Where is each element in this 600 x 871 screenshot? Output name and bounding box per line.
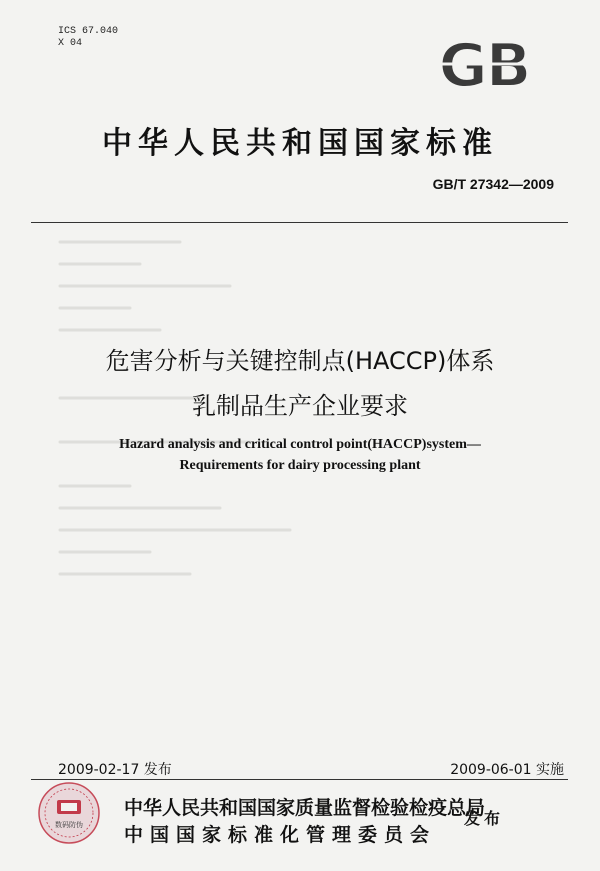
issued-label: 发布 <box>464 809 505 828</box>
english-title-line-2: Requirements for dairy processing plant <box>179 458 421 473</box>
standard-category-title: 中华人民共和国国家标准 <box>102 126 498 161</box>
show-through-artifact <box>40 232 560 612</box>
ics-code: ICS 67.040 <box>58 26 119 37</box>
gb-logo-text: GB <box>438 34 530 94</box>
gb-logo-icon <box>425 34 543 94</box>
chinese-title-line-1: 危害分析与关键控制点(HACCP)体系 <box>105 347 495 375</box>
english-title-line-1: Hazard analysis and critical control point(HACCP)system— <box>119 437 481 452</box>
class-code: X 04 <box>58 38 83 49</box>
chinese-title-line-2: 乳制品生产企业要求 <box>192 392 408 420</box>
standard-number: GB/T 27342—2009 <box>432 176 554 192</box>
issuing-authority-2: 中国国家标准化管理委员会 <box>124 824 437 846</box>
top-divider <box>31 222 568 223</box>
bottom-divider <box>31 779 568 780</box>
anti-counterfeit-seal-icon <box>36 780 102 846</box>
issue-date: 2009-02-17 发布 <box>58 762 172 778</box>
implementation-date: 2009-06-01 实施 <box>450 762 564 778</box>
classification-codes <box>58 26 118 50</box>
issuing-authority-1: 中华人民共和国国家质量监督检验检疫总局 <box>124 797 486 819</box>
seal-text: 数码防伪 <box>55 821 83 829</box>
